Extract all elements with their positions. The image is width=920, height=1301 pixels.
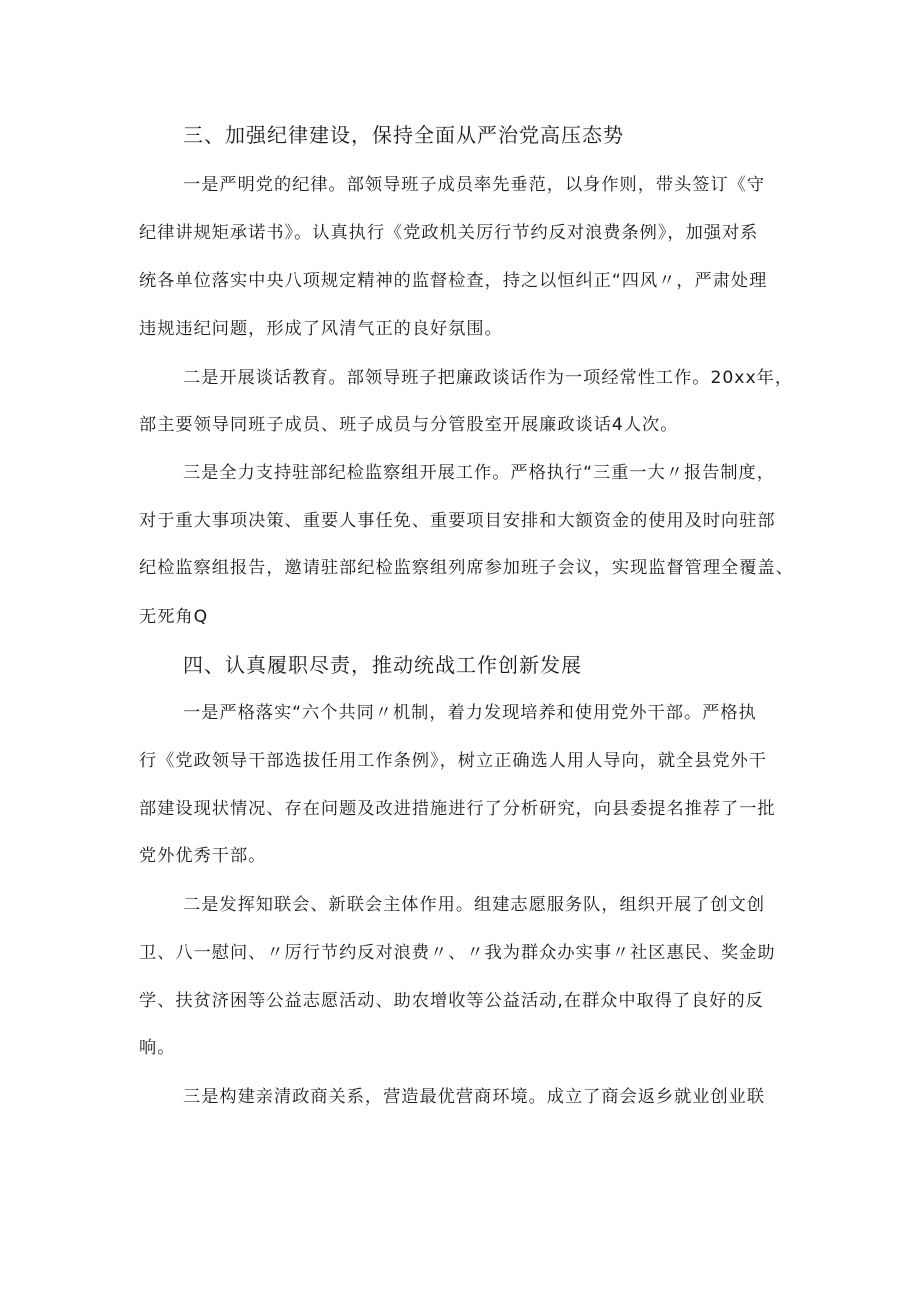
- paragraph-line: 三是构建亲清政商关系，营造最优营商环境。成立了商会返乡就业创业联: [183, 1087, 766, 1107]
- paragraph-line: 统各单位落实中央八项规定精神的监督检查，持之以恒纠正“四风〃，严肃处理: [139, 271, 768, 291]
- paragraph-line: 二是开展谈话教育。部领导班子把廉政谈话作为一项经常性工作。20xx年，: [183, 368, 794, 388]
- section-heading-3: 三、加强纪律建设，保持全面从严治党高压态势: [183, 123, 624, 147]
- paragraph-line: 一是严明党的纪律。部领导班子成员率先垂范，以身作则，带头签订《守: [183, 175, 766, 195]
- paragraph-line: 二是发挥知联会、新联会主体作用。组建志愿服务队，组织开展了创文创: [183, 895, 766, 915]
- paragraph-line: 部主要领导同班子成员、班子成员与分管股室开展廉政谈话4人次。: [139, 415, 679, 435]
- paragraph-line: 响。: [139, 1038, 176, 1058]
- paragraph-line: 行《党政领导干部选拔任用工作条例》，树立正确选人用人导向，就全县党外干: [139, 751, 767, 771]
- paragraph-line: 部建设现状情况、存在问题及改进措施进行了分析研究，向县委提名推荐了一批: [139, 799, 776, 819]
- paragraph-line: 三是全力支持驻部纪检监察组开展工作。严格执行“三重一大〃报告制度，: [183, 463, 775, 483]
- paragraph-line: 纪律讲规矩承诺书》。认真执行《党政机关厉行节约反对浪费条例》，加强对系: [139, 223, 759, 243]
- paragraph-line: 一是严格落实“六个共同〃机制，着力发现培养和使用党外干部。严格执: [183, 703, 757, 723]
- paragraph-line: 违规违纪问题，形成了风清气正的良好氛围。: [139, 319, 503, 339]
- paragraph-line: 对于重大事项决策、重要人事任免、重要项目安排和大额资金的使用及时向驻部: [139, 511, 776, 531]
- paragraph-line: 无死角Q: [139, 607, 209, 627]
- section-heading-4: 四、认真履职尽责，推动统战工作创新发展: [183, 653, 582, 677]
- paragraph-line: 学、扶贫济困等公益志愿活动、助农增收等公益活动,在群众中取得了良好的反: [139, 991, 764, 1011]
- paragraph-line: 卫、八一慰问、〃厉行节约反对浪费〃、〃我为群众办实事〃社区惠民、奖金助: [139, 943, 776, 963]
- paragraph-line: 纪检监察组报告，邀请驻部纪检监察组列席参加班子会议，实现监督管理全覆盖、: [139, 558, 794, 578]
- paragraph-line: 党外优秀干部。: [139, 846, 267, 866]
